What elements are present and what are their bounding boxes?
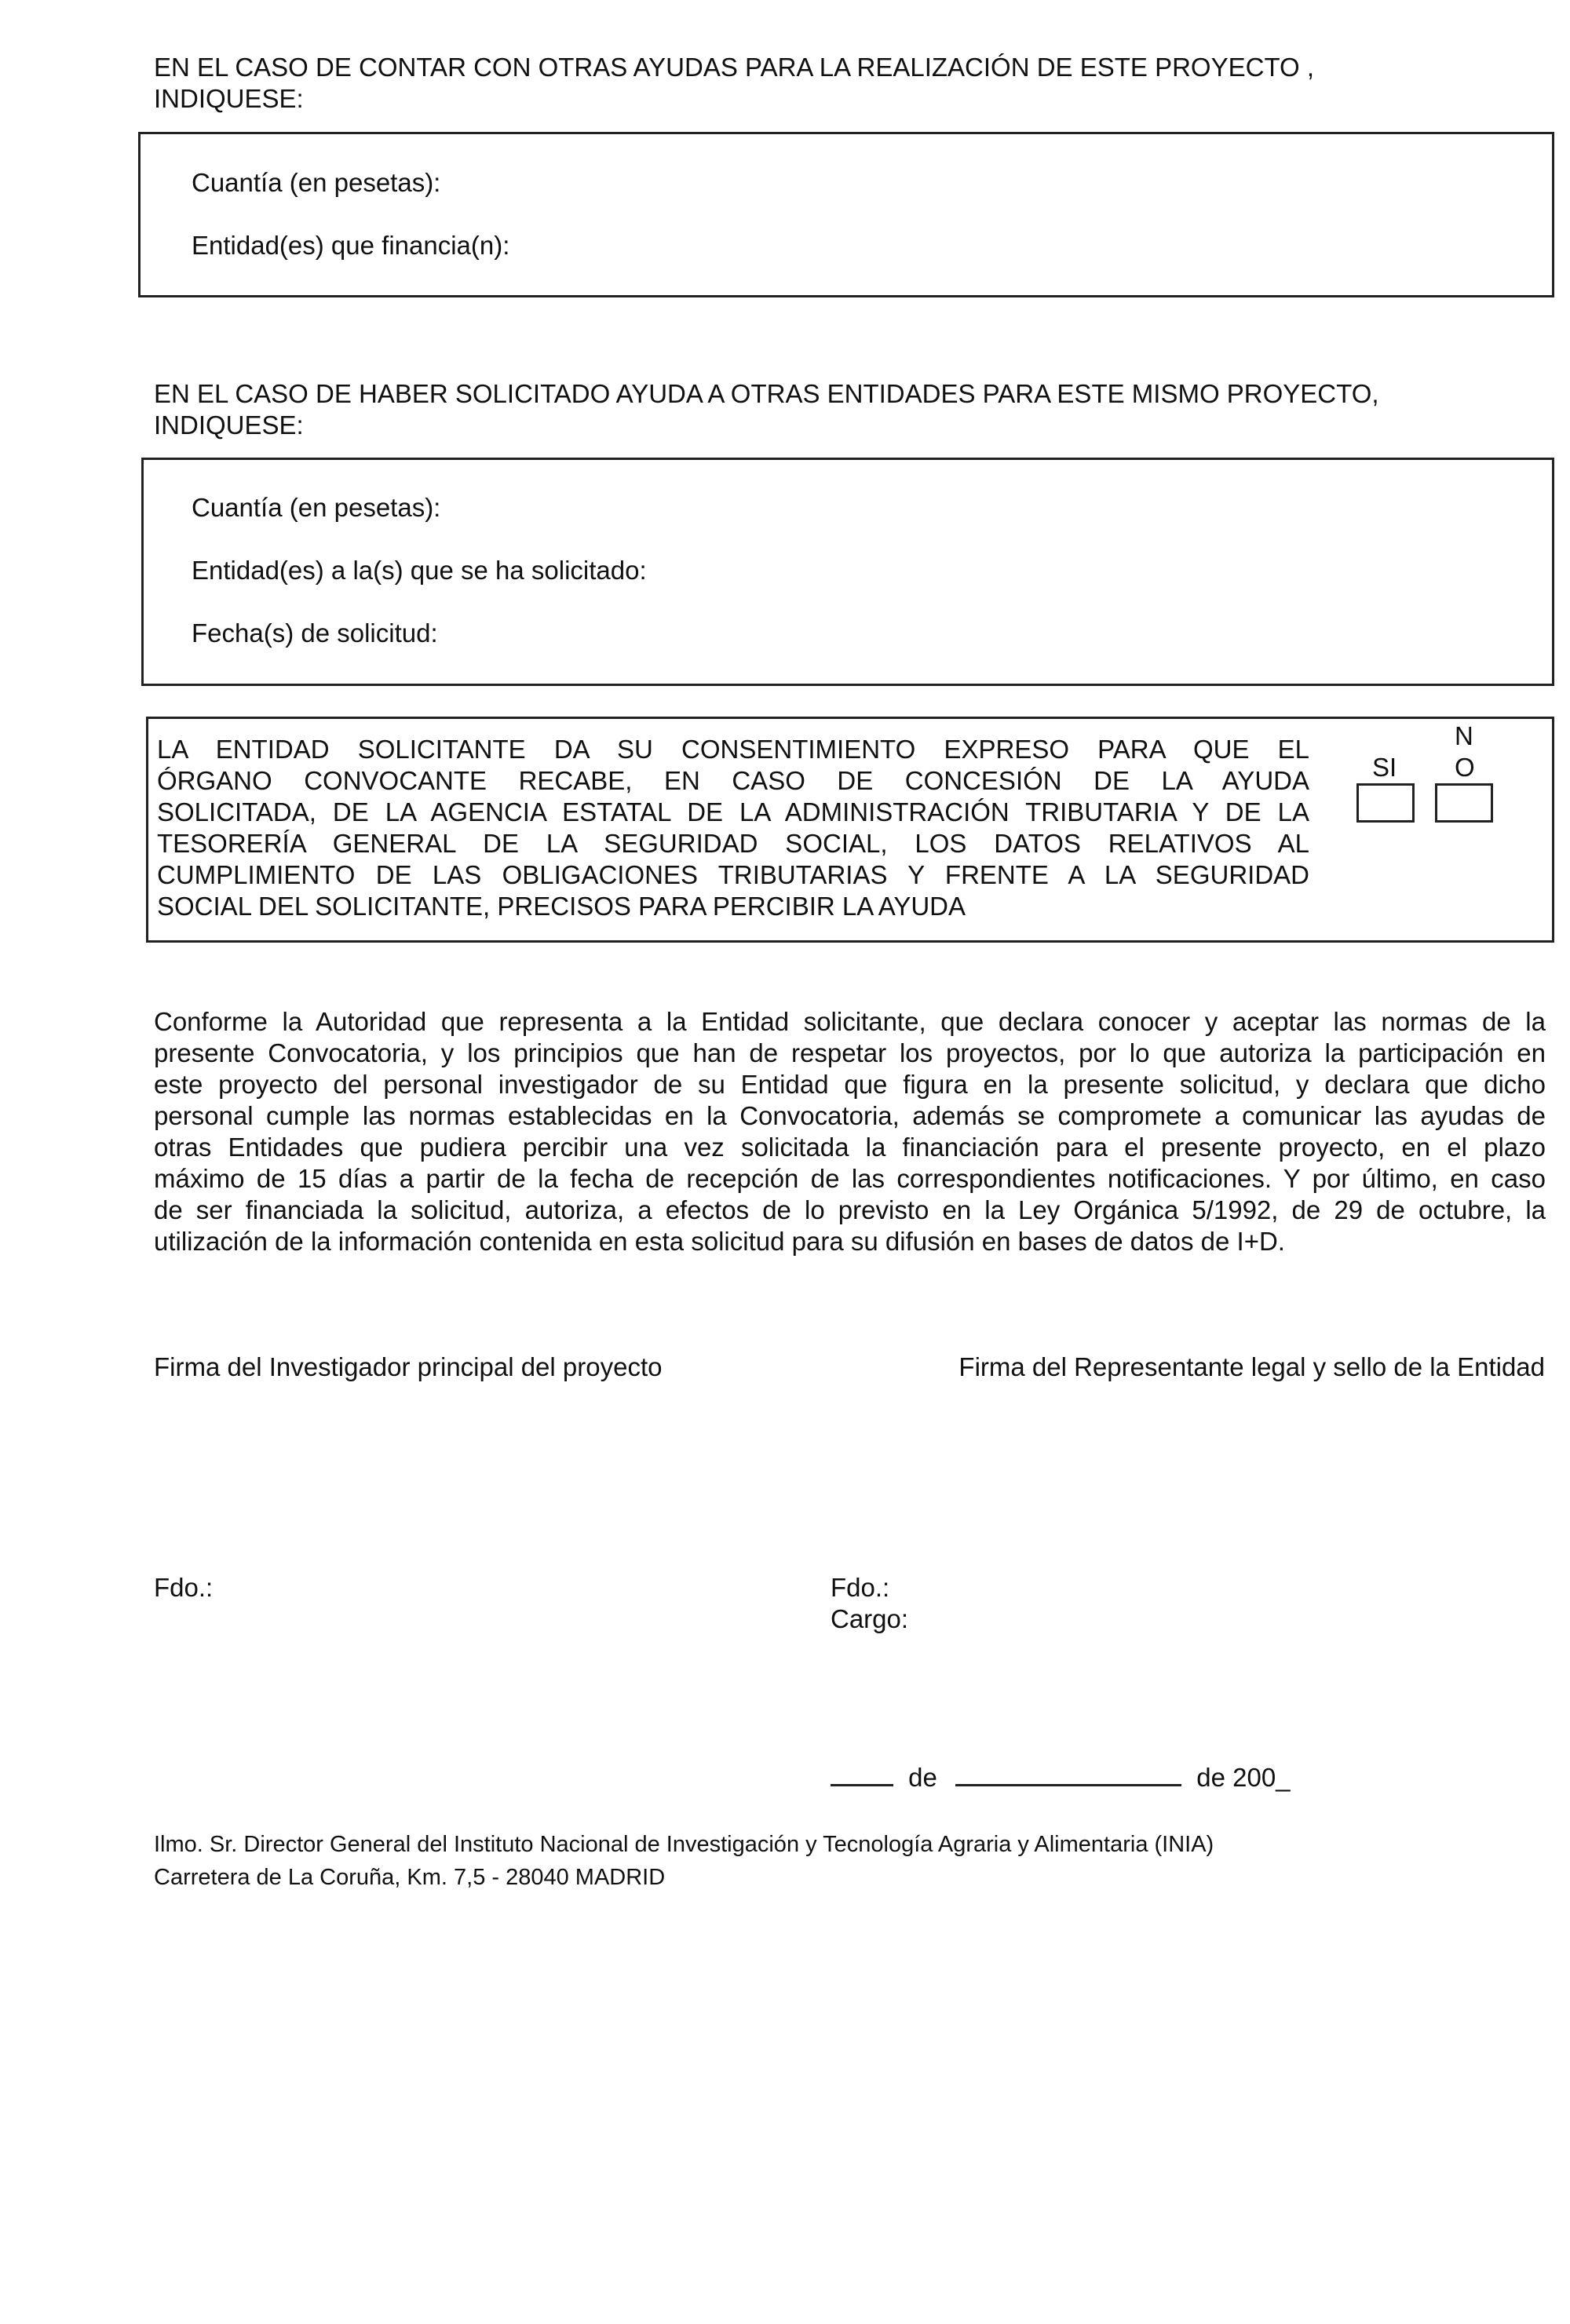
section1-heading-line1: EN EL CASO DE CONTAR CON OTRAS AYUDAS PARA LA REALIZACIÓN DE ESTE PROYECTO , bbox=[154, 53, 1315, 82]
consent-si-checkbox[interactable] bbox=[1356, 783, 1415, 823]
date-line bbox=[831, 1760, 1291, 1793]
footer-address: Carretera de La Coruña, Km. 7,5 - 28040 MADRID bbox=[154, 1865, 666, 1890]
section1-box bbox=[138, 132, 1554, 297]
signature-right-cargo[interactable]: Cargo: bbox=[831, 1604, 909, 1633]
consent-line: TESORERÍA GENERAL DE LA SEGURIDAD SOCIAL, LOS DATOS RELATIVOS AL bbox=[157, 829, 1309, 858]
consent-line: ÓRGANO CONVOCANTE RECABE, EN CASO DE CONCESIÓN DE LA AYUDA bbox=[157, 766, 1309, 795]
section1-field-entity[interactable]: Entidad(es) que financia(n): bbox=[192, 231, 510, 260]
section1-heading-line2: INDIQUESE: bbox=[154, 84, 304, 113]
date-de-1: de bbox=[908, 1763, 937, 1792]
declaration-line: utilización de la información contenida en esta solicitud para su difusión en bases de datos de I+D. bbox=[154, 1227, 1285, 1256]
consent-line: SOLICITADA, DE LA AGENCIA ESTATAL DE LA ADMINISTRACIÓN TRIBUTARIA Y DE LA bbox=[157, 797, 1309, 826]
declaration-line: Conforme la Autoridad que representa a la Entidad solicitante, que declara conocer y aceptar las normas de la bbox=[154, 1007, 1546, 1036]
signature-right-fdo[interactable]: Fdo.: bbox=[831, 1573, 890, 1602]
declaration-text bbox=[154, 1006, 1546, 1257]
consent-line: SOCIAL DEL SOLICITANTE, PRECISOS PARA PERCIBIR LA AYUDA bbox=[157, 892, 966, 921]
date-month-blank[interactable] bbox=[955, 1760, 1181, 1786]
consent-no-checkbox[interactable] bbox=[1435, 783, 1493, 823]
section2-heading-line1: EN EL CASO DE HABER SOLICITADO AYUDA A OTRAS ENTIDADES PARA ESTE MISMO PROYECTO, bbox=[154, 379, 1379, 408]
declaration-line: otras Entidades que pudiera percibir una vez solicitada la financiación para el presente proyecto, en el plazo bbox=[154, 1133, 1546, 1162]
section2-field-date[interactable]: Fecha(s) de solicitud: bbox=[192, 618, 438, 648]
declaration-line: de ser financiada la solicitud, autoriza, a efectos de lo previsto en la Ley Orgánica 5/1992, de 29 de octubre, la bbox=[154, 1195, 1546, 1224]
footer-addressee: Ilmo. Sr. Director General del Instituto Nacional de Investigación y Tecnología Agraria y Alimentaria (INIA) bbox=[154, 1832, 1214, 1857]
consent-line: LA ENTIDAD SOLICITANTE DA SU CONSENTIMIENTO EXPRESO PARA QUE EL bbox=[157, 735, 1309, 764]
consent-line: CUMPLIMIENTO DE LAS OBLIGACIONES TRIBUTARIAS Y FRENTE A LA SEGURIDAD bbox=[157, 860, 1309, 889]
signature-left-label: Firma del Investigador principal del proyecto bbox=[154, 1352, 663, 1381]
declaration-line: presente Convocatoria, y los principios que han de respetar los proyectos, por lo que autoriza la participación en bbox=[154, 1038, 1546, 1067]
declaration-line: este proyecto del personal investigador de su Entidad que figura en la presente solicitud, y declara que dicho bbox=[154, 1070, 1546, 1099]
declaration-line: personal cumple las normas establecidas en la Convocatoria, además se compromete a comunicar las ayudas de bbox=[154, 1101, 1546, 1130]
section2-field-entity[interactable]: Entidad(es) a la(s) que se ha solicitado: bbox=[192, 556, 647, 585]
declaration-line: máximo de 15 días a partir de la fecha de recepción de las correspondientes notificaciones. Y por último, en caso bbox=[154, 1164, 1546, 1193]
consent-text bbox=[157, 734, 1309, 922]
section1-field-amount[interactable]: Cuantía (en pesetas): bbox=[192, 168, 441, 197]
date-day-blank[interactable] bbox=[831, 1760, 893, 1786]
date-de-2: de 200_ bbox=[1196, 1763, 1291, 1792]
signature-left-fdo[interactable]: Fdo.: bbox=[154, 1573, 214, 1602]
signature-right-label: Firma del Representante legal y sello de la Entidad bbox=[958, 1352, 1545, 1381]
consent-no-label-bottom: O bbox=[1455, 753, 1475, 782]
consent-si-label: SI bbox=[1372, 753, 1397, 782]
section2-heading-line2: INDIQUESE: bbox=[154, 410, 304, 440]
section2-field-amount[interactable]: Cuantía (en pesetas): bbox=[192, 493, 441, 522]
consent-no-label-top: N bbox=[1455, 721, 1473, 750]
